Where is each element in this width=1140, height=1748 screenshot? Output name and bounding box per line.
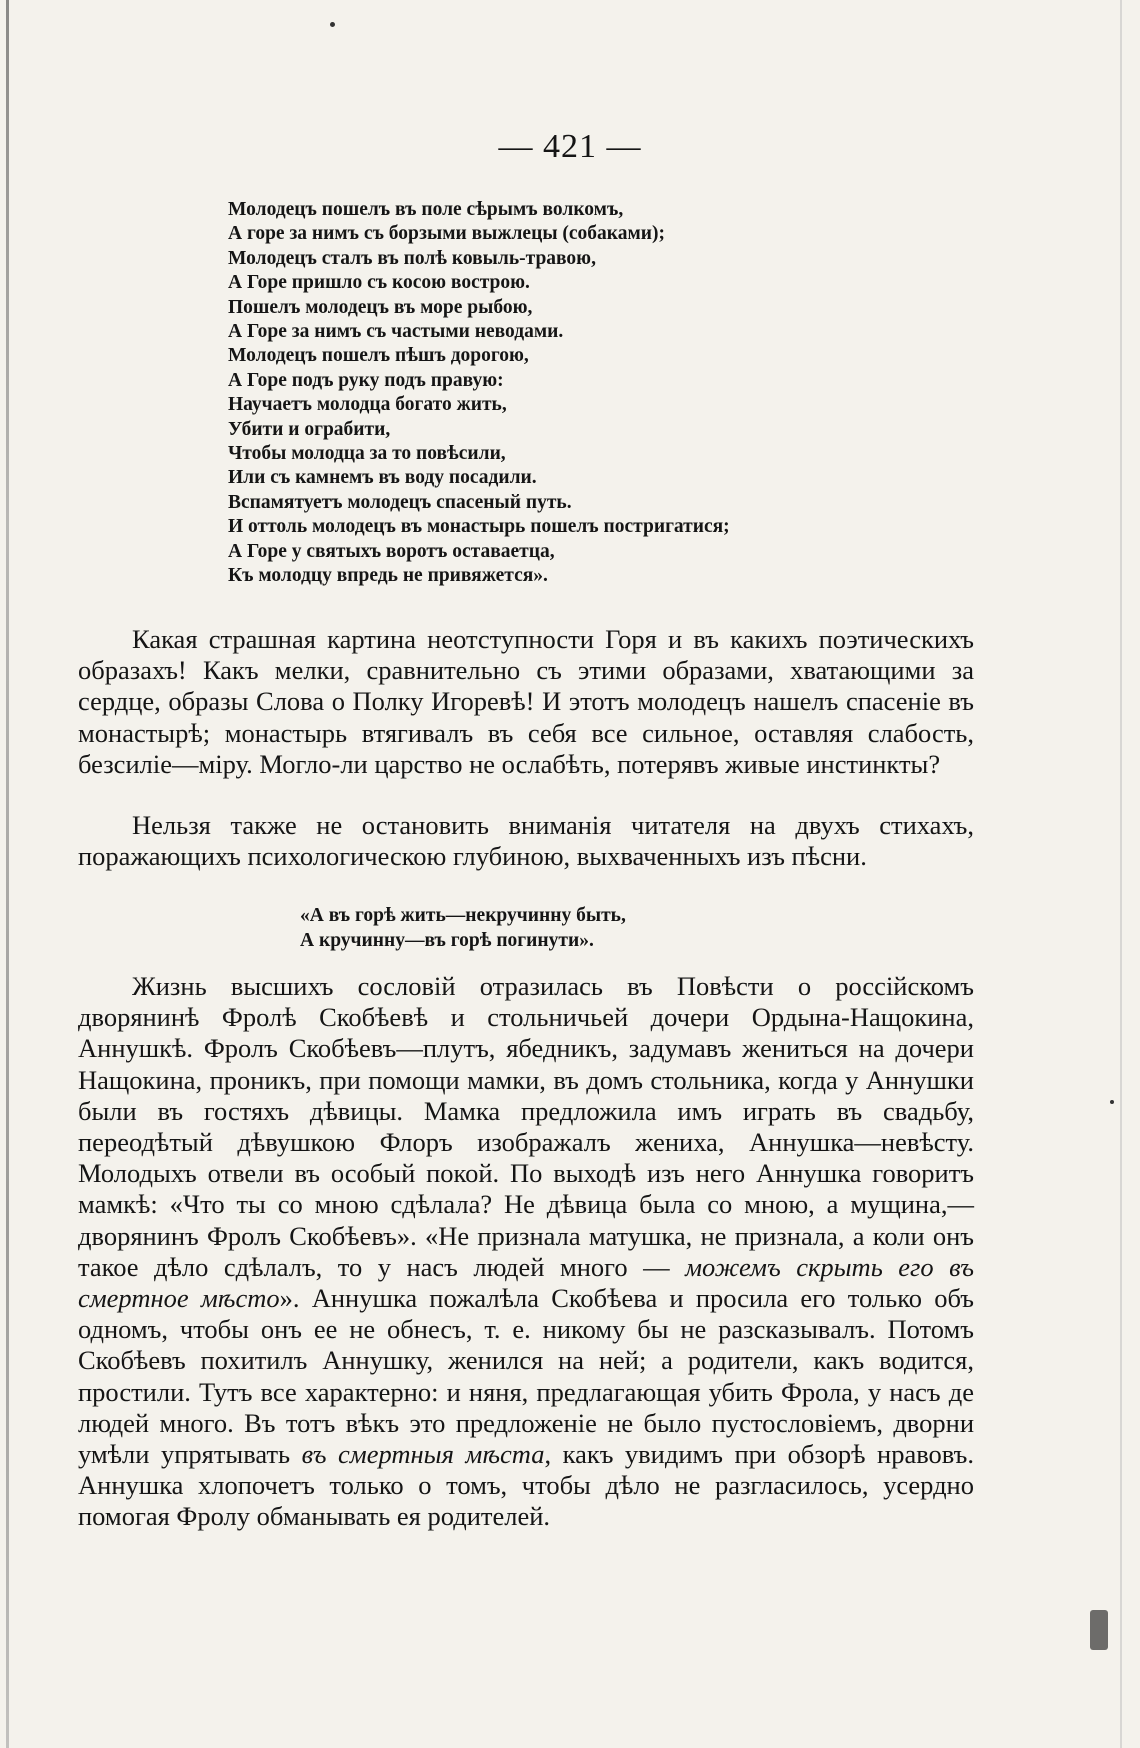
verse-line: А Горе пришло съ косою вострою. [228,272,530,294]
verse-line: А Горе подъ руку подъ правую: [228,369,504,391]
verse-line: А горе за нимъ съ борзыми выжлецы (собаками); [228,223,666,245]
verse-line: Къ молодцу впредь не привяжется». [228,565,548,587]
verse-line: Или съ камнемъ въ воду посадили. [228,467,537,489]
verse-line: А Горе у святыхъ воротъ оставаетца, [228,540,555,562]
verse-line: «А въ горѣ жить—некручинну быть, [300,905,626,926]
paragraph-text [78,971,974,1533]
verse-line: И оттоль молодецъ въ монастырь пошелъ постригатися; [228,516,730,538]
verse-line: Убити и ограбити, [228,418,391,440]
print-speck [1110,1100,1114,1104]
print-speck [330,22,335,27]
paragraph-3-text-a: Жизнь высшихъ сословій отразилась въ Повѣсти о россійскомъ дворянинѣ Фролѣ Скобѣевѣ и стольничьей дочери Ордына-Нащокина, Аннушкѣ. Фролъ Скобѣевъ—плутъ, ябедникъ, задумавъ жениться на дочери Нащокина, проникъ, при помощи мамки, въ домъ стольника, когда у Аннушки были въ гостяхъ дѣвицы. Мамка предложила имъ играть въ свадьбу, переодѣтый дѣвушкою Флоръ изображалъ жениха, Аннушка—невѣсту. Молодыхъ отвели въ особый покой. По выходѣ изъ него Аннушка говоритъ мамкѣ: «Что ты со мною сдѣлала? Не дѣвица была со мною, а мущина,—дворянинъ Фролъ Скобѣевъ». «Не признала матушка, не признала, а коли онъ такое дѣло сдѣлалъ, то у насъ людей много — [78,971,974,1282]
italic-phrase: можемъ скрыть его въ смертное мѣсто [78,1251,975,1314]
verse-line: Научаетъ молодца богато жить, [228,394,507,416]
page-edge-right [1120,0,1122,1748]
paragraph-3 [78,971,974,1533]
verse-block-1 [228,198,928,589]
verse-line: Чтобы молодца за то повѣсили, [228,443,506,465]
paragraph-1 [78,624,974,780]
verse-line: Молодецъ пошелъ въ поле сѣрымъ волкомъ, [228,199,624,220]
verse-line: Молодецъ пошелъ пѣшъ дорогою, [228,345,529,367]
italic-phrase: въ смертныя мѣста [301,1439,545,1470]
page-number: — 421 — [498,128,642,165]
verse-line: А кручинну—въ горѣ погинути». [300,930,594,951]
verse-line: Пошелъ молодецъ въ море рыбою, [228,296,533,318]
verse-line: Вспамятуетъ молодецъ спасеный путь. [228,491,572,513]
paragraph-text: Какая страшная картина неотступности Горя и въ какихъ поэтическихъ образахъ! Какъ мелки, сравнительно съ этими образами, хватающими за сердце, образы Слова о Полку Игоревѣ! И этотъ молодецъ нашелъ спасеніе въ монастырѣ; монастырь втягивалъ въ себя все сильное, оставляя слабость, безсиліе—міру. Могло-ли царство не ослабѣть, потерявъ живые инстинкты? [78,624,974,779]
paragraph-2 [78,810,974,872]
page-edge-left [6,0,9,1748]
paragraph-text: Нельзя также не остановить вниманія читателя на двухъ стихахъ, поражающихъ психологическою глубиною, выхваченныхъ изъ пѣсни. [78,810,974,872]
paragraph-3-text-b: ». Аннушка пожалѣла Скобѣева и просила его только объ одномъ, чтобы онъ ее не обнесъ, т. е. никому бы не разсказывалъ. Потомъ Скобѣевъ похитилъ Аннушку, женился на ней; а родители, какъ водится, простили. Тутъ все характерно: и няня, предлагающая убить Фрола, у насъ де людей много. Въ тотъ вѣкъ это предложеніе не было пустословіемъ, дворни умѣли упрятывать [78,1283,974,1470]
print-smudge [1090,1610,1108,1650]
paragraph-3-text-c: , какъ увидимъ при обзорѣ нравовъ. Аннушка хлопочетъ только о томъ, чтобы дѣло не разгласилось, усердно помогая Фролу обманывать ея родителей. [78,1439,974,1532]
verse-block-2 [300,903,820,953]
verse-line: Молодецъ сталъ въ полѣ ковыль-травою, [228,247,596,269]
verse-line: А Горе за нимъ съ частыми неводами. [228,321,564,343]
